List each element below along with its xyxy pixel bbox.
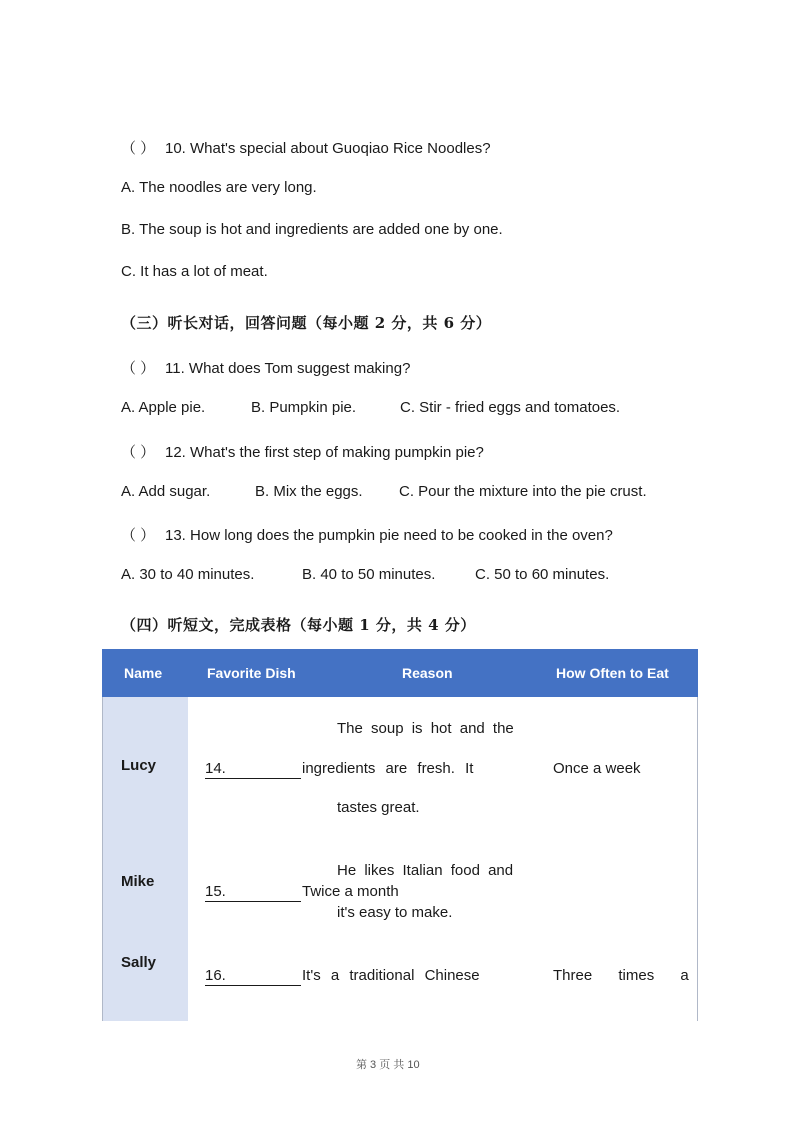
table-right-border xyxy=(697,697,698,1021)
how-often-cell: Three times a xyxy=(553,967,689,984)
how-often-cell: Once a week xyxy=(553,760,641,777)
header-reason: Reason xyxy=(402,665,453,681)
question-10-stem xyxy=(121,137,491,158)
question-text: 13. How long does the pumpkin pie need to be cooked in the oven? xyxy=(165,527,613,544)
q10-option-b: B. The soup is hot and ingredients are added one by one. xyxy=(121,221,503,238)
question-11-stem xyxy=(121,357,410,378)
question-text: 11. What does Tom suggest making? xyxy=(165,360,411,377)
section-3-heading: （三）听长对话，回答问题（每小题 2 分，共 6 分） xyxy=(121,314,492,332)
q11-option-b: B. Pumpkin pie. xyxy=(251,399,357,416)
section-4-heading: （四）听短文，完成表格（每小题 1 分，共 4 分） xyxy=(121,616,476,634)
answer-paren: （ ） xyxy=(121,527,156,544)
row-name-mike: Mike xyxy=(121,873,155,890)
reason-line: It's a traditional Chinese xyxy=(302,967,480,984)
reason-line: Twice a month xyxy=(302,883,399,900)
q12-option-a: A. Add sugar. xyxy=(121,483,211,500)
question-13-stem xyxy=(121,524,613,545)
answer-paren: （ ） xyxy=(121,140,156,157)
reason-line: He likes Italian food and xyxy=(337,862,514,879)
q13-option-a: A. 30 to 40 minutes. xyxy=(121,566,255,583)
name-column xyxy=(102,697,188,1021)
answer-blank-15[interactable]: 15. xyxy=(205,883,301,902)
listening-table xyxy=(102,649,698,1021)
answer-paren: （ ） xyxy=(121,360,156,377)
row-name-lucy: Lucy xyxy=(121,757,157,774)
reason-line: ingredients are fresh. It xyxy=(302,760,474,777)
table-header-row xyxy=(102,649,698,697)
q13-option-c: C. 50 to 60 minutes. xyxy=(475,566,610,583)
answer-blank-16[interactable]: 16. xyxy=(205,967,301,986)
q10-option-a: A. The noodles are very long. xyxy=(121,179,317,196)
q13-option-b: B. 40 to 50 minutes. xyxy=(302,566,436,583)
q11-option-a: A. Apple pie. xyxy=(121,399,206,416)
question-12-stem xyxy=(121,441,484,462)
question-text: 12. What's the first step of making pumpkin pie? xyxy=(165,444,484,461)
row-name-sally: Sally xyxy=(121,954,157,971)
answer-paren: （ ） xyxy=(121,444,156,461)
header-how-often: How Often to Eat xyxy=(556,665,669,681)
reason-line: The soup is hot and the xyxy=(337,720,514,737)
q12-option-b: B. Mix the eggs. xyxy=(255,483,363,500)
header-name: Name xyxy=(124,665,163,681)
question-text: 10. What's special about Guoqiao Rice Noodles? xyxy=(165,140,491,157)
q12-option-c: C. Pour the mixture into the pie crust. xyxy=(399,483,647,500)
page-footer: 第 3 页 共 10 xyxy=(356,1059,420,1071)
reason-line: it's easy to make. xyxy=(337,904,453,921)
q11-option-c: C. Stir - fried eggs and tomatoes. xyxy=(400,399,621,416)
header-favorite-dish: Favorite Dish xyxy=(207,665,296,681)
q10-option-c: C. It has a lot of meat. xyxy=(121,263,268,280)
answer-blank-14[interactable]: 14. xyxy=(205,760,301,779)
reason-line: tastes great. xyxy=(337,799,420,816)
